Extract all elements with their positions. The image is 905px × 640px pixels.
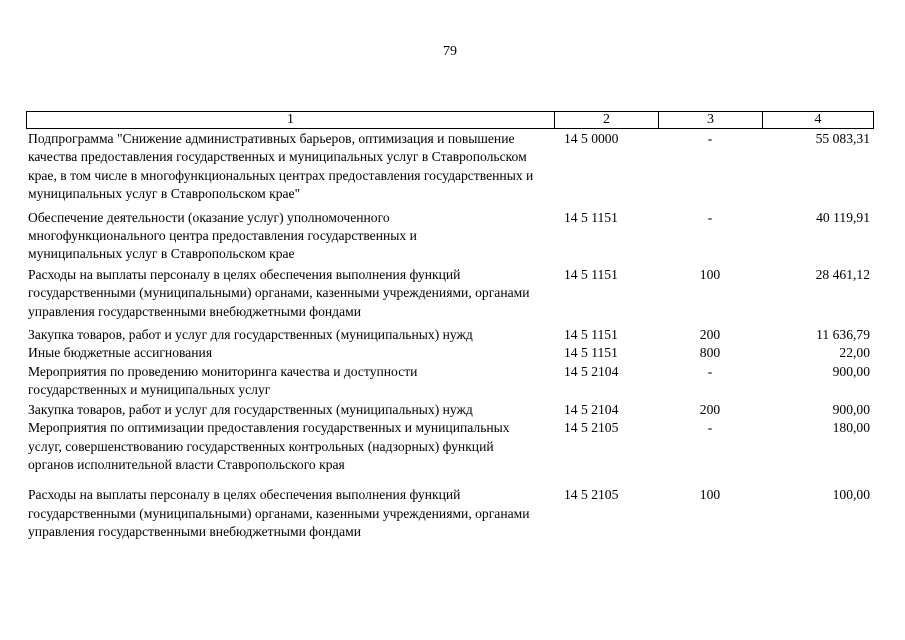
header-col-2: 2	[555, 112, 659, 128]
row-name: Обеспечение деятельности (оказание услуг) уполномоченного многофункционального центра предоставления государственных и муниципальных услуг в Ставропольском крае	[28, 209, 417, 262]
row-name: Подпрограмма "Снижение административных барьеров, оптимизация и повышение качества предоставления государственных и муниципальных услуг в Ставропольском крае, в том числе в многофункциональных центрах предоставления государственных и муниципальных услуг в Ставропольском крае"	[28, 131, 534, 202]
row-code: 14 5 2105	[564, 487, 619, 503]
row-name: Расходы на выплаты персоналу в целях обеспечения выполнения функций государственными (муниципальными) органами, казенными учреждениями, органами управления государственными внебюджетными фондами	[28, 266, 530, 319]
row-code: 14 5 2105	[564, 420, 619, 436]
row-amount: 900,00	[832, 401, 870, 417]
row-code: 14 5 2104	[564, 363, 619, 379]
table-row	[26, 344, 874, 362]
row-code: 14 5 1151	[564, 266, 618, 282]
row-type: 100	[699, 266, 721, 282]
row-amount: 900,00	[832, 363, 870, 379]
table-row	[26, 363, 874, 400]
table-row	[26, 486, 874, 541]
row-name: Иные бюджетные ассигнования	[28, 345, 213, 361]
row-code: 14 5 1151	[564, 327, 618, 343]
row-type: -	[707, 420, 713, 436]
row-type: 200	[699, 327, 721, 343]
row-type: 100	[699, 487, 721, 503]
header-col-3: 3	[659, 112, 763, 128]
row-code: 14 5 1151	[564, 345, 618, 361]
row-type: 200	[699, 401, 721, 417]
row-type: 800	[699, 345, 721, 361]
table-row	[26, 401, 874, 419]
row-type: -	[707, 131, 713, 146]
header-col-4: 4	[814, 112, 822, 127]
row-amount: 55 083,31	[815, 131, 870, 146]
row-amount: 22,00	[839, 345, 870, 361]
row-amount: 11 636,79	[816, 327, 870, 343]
table-row	[26, 419, 874, 474]
table-row	[26, 326, 874, 344]
row-type: -	[707, 209, 713, 225]
table-header	[26, 111, 874, 129]
row-name: Мероприятия по проведению мониторинга качества и доступности государственных и муниципальных услуг	[28, 363, 418, 398]
row-amount: 100,00	[832, 487, 870, 503]
row-name: Закупка товаров, работ и услуг для государственных (муниципальных) нужд	[28, 401, 473, 417]
row-amount: 180,00	[832, 420, 870, 436]
row-name: Мероприятия по оптимизации предоставления государственных и муниципальных услуг, совершенствованию государственных контрольных (надзорных) функций органов исполнительной власти Ставропольского края	[28, 420, 510, 472]
row-code: 14 5 0000	[564, 131, 619, 146]
table-row	[26, 209, 874, 264]
row-name: Закупка товаров, работ и услуг для государственных (муниципальных) нужд	[28, 327, 473, 343]
row-amount: 40 119,91	[816, 209, 870, 225]
row-amount: 28 461,12	[815, 266, 870, 282]
row-code: 14 5 2104	[564, 401, 619, 417]
budget-table	[26, 111, 874, 542]
header-col-1: 1	[27, 112, 555, 128]
table-row	[26, 266, 874, 321]
row-type: -	[707, 363, 713, 379]
table-row	[26, 130, 874, 204]
page-number: 79	[443, 44, 457, 59]
row-code: 14 5 1151	[564, 209, 618, 225]
row-name: Расходы на выплаты персоналу в целях обеспечения выполнения функций государственными (муниципальными) органами, казенными учреждениями, органами управления государственными внебюджетными фондами	[28, 487, 530, 540]
